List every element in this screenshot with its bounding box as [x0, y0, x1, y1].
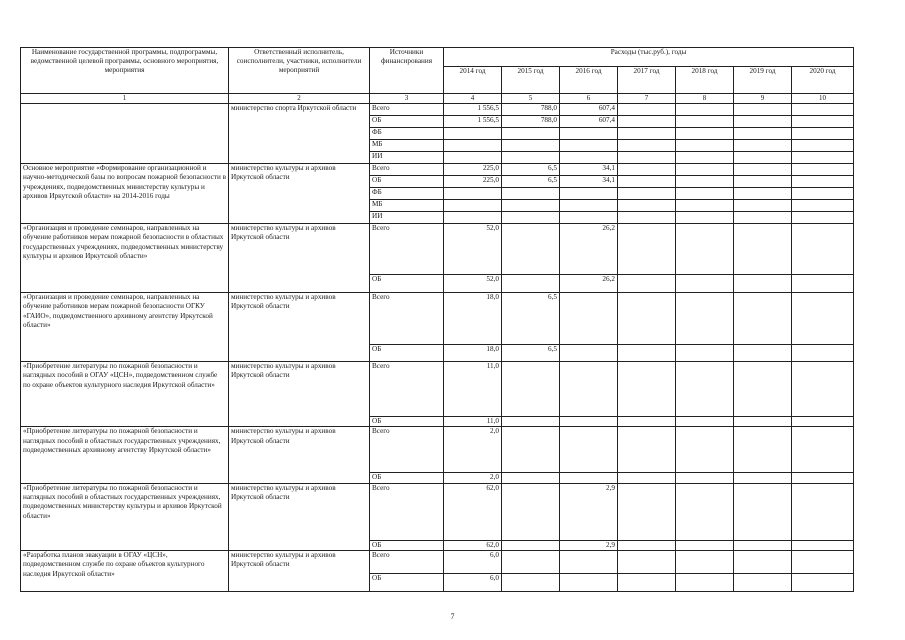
program-name-cell: «Приобретение литературы по пожарной безопасности и наглядных пособий в областных государственных учреждениях, подведомственных министерству культуры и архивов Иркутской области»	[21, 483, 229, 550]
expense-value-cell	[560, 473, 618, 483]
program-name-cell: Основное мероприятие «Формирование организационной и научно-методической базы по вопросам пожарной безопасности в учреждениях, подведомственных министерству культуры и архивов Иркутской области» на 2014-2016 годы	[21, 164, 229, 224]
expense-value-cell	[792, 417, 854, 427]
column-number: 1	[21, 94, 229, 104]
expense-value-cell	[792, 574, 854, 592]
expense-value-cell: 26,2	[560, 224, 618, 275]
expense-value-cell	[502, 152, 560, 164]
expense-value-cell	[618, 176, 676, 188]
expense-value-cell	[734, 176, 792, 188]
table-row	[21, 362, 854, 417]
expense-value-cell	[560, 574, 618, 592]
expense-value-cell	[560, 140, 618, 152]
expense-value-cell	[618, 188, 676, 200]
expense-value-cell	[560, 212, 618, 224]
expense-value-cell: 225,0	[444, 164, 502, 176]
column-number: 10	[792, 94, 854, 104]
expense-value-cell: 2,9	[560, 483, 618, 540]
expense-value-cell: 607,4	[560, 116, 618, 128]
expense-value-cell	[734, 128, 792, 140]
expense-value-cell	[560, 345, 618, 362]
expense-value-cell	[792, 275, 854, 293]
column-number: 2	[229, 94, 370, 104]
program-name-cell: «Организация и проведение семинаров, направленных на обучение работников мерам пожарной безопасности в областных государственных учреждениях, подведомственных министерству культуры и архивов Иркутской области»	[21, 224, 229, 293]
expense-value-cell: 788,0	[502, 104, 560, 116]
expense-value-cell	[676, 293, 734, 345]
header-year: 2014 год	[444, 67, 502, 94]
expense-value-cell	[560, 152, 618, 164]
column-number: 4	[444, 94, 502, 104]
expense-value-cell	[618, 164, 676, 176]
funding-source-cell: Всего	[370, 224, 444, 275]
expense-value-cell	[792, 176, 854, 188]
expense-value-cell	[792, 293, 854, 345]
expense-value-cell	[560, 417, 618, 427]
expense-value-cell	[792, 427, 854, 473]
expense-value-cell	[734, 483, 792, 540]
expense-value-cell	[734, 417, 792, 427]
expense-value-cell	[676, 345, 734, 362]
expense-value-cell	[734, 152, 792, 164]
funding-source-cell: Всего	[370, 551, 444, 574]
funding-source-cell: ОБ	[370, 417, 444, 427]
expense-value-cell	[618, 483, 676, 540]
funding-source-cell: ОБ	[370, 176, 444, 188]
funding-source-cell: ОБ	[370, 116, 444, 128]
executor-cell: министерство культуры и архивов Иркутской области	[229, 551, 370, 592]
funding-source-cell: Всего	[370, 104, 444, 116]
expense-value-cell: 18,0	[444, 345, 502, 362]
expense-value-cell	[502, 275, 560, 293]
expense-value-cell	[618, 540, 676, 550]
expense-value-cell	[502, 188, 560, 200]
expense-value-cell	[734, 473, 792, 483]
expense-value-cell	[792, 116, 854, 128]
program-name-cell: «Приобретение литературы по пожарной безопасности и наглядных пособий в ОГАУ «ЦСН», подведомственном службе по охране объектов культурного наследия Иркутской области»	[21, 362, 229, 427]
expense-value-cell: 2,0	[444, 427, 502, 473]
funding-source-cell: МБ	[370, 140, 444, 152]
expense-value-cell	[734, 540, 792, 550]
expense-value-cell	[618, 212, 676, 224]
expense-value-cell	[618, 116, 676, 128]
expense-value-cell: 6,5	[502, 345, 560, 362]
expense-value-cell	[734, 188, 792, 200]
header-expenses: Расходы (тыс.руб.), годы	[444, 48, 854, 67]
expense-value-cell	[618, 104, 676, 116]
program-name-cell: «Разработка планов эвакуации в ОГАУ «ЦСН», подведомственном службе по охране объектов культурного наследия Иркутской области»	[21, 551, 229, 592]
executor-cell: министерство культуры и архивов Иркутской области	[229, 483, 370, 550]
expense-value-cell	[502, 128, 560, 140]
expense-value-cell	[676, 362, 734, 417]
expense-value-cell	[734, 140, 792, 152]
column-number: 9	[734, 94, 792, 104]
expense-value-cell	[734, 200, 792, 212]
expense-value-cell	[792, 104, 854, 116]
program-name-cell: «Приобретение литературы по пожарной безопасности и наглядных пособий в областных государственных учреждениях, подведомственных архивному агентству Иркутской области»	[21, 427, 229, 483]
funding-source-cell: ФБ	[370, 188, 444, 200]
expense-value-cell	[502, 551, 560, 574]
expense-value-cell	[734, 164, 792, 176]
column-number: 8	[676, 94, 734, 104]
program-name-cell: «Организация и проведение семинаров, направленных на обучение работников мерам пожарной безопасности ОГКУ «ГАИО», подведомственного архивному агентству Иркутской области»	[21, 293, 229, 362]
expense-value-cell	[792, 164, 854, 176]
expense-value-cell: 11,0	[444, 362, 502, 417]
expense-value-cell: 225,0	[444, 176, 502, 188]
expense-value-cell: 26,2	[560, 275, 618, 293]
expense-value-cell: 34,1	[560, 176, 618, 188]
expense-value-cell	[676, 176, 734, 188]
funding-source-cell: ОБ	[370, 540, 444, 550]
expense-value-cell	[734, 224, 792, 275]
expense-value-cell	[734, 293, 792, 345]
expense-value-cell	[676, 128, 734, 140]
expense-value-cell	[676, 224, 734, 275]
expense-value-cell	[560, 551, 618, 574]
expense-value-cell	[676, 152, 734, 164]
expense-value-cell	[502, 224, 560, 275]
header-funding-source: Источники финансирования	[370, 48, 444, 94]
expense-value-cell	[502, 473, 560, 483]
expense-value-cell	[618, 574, 676, 592]
expense-value-cell: 18,0	[444, 293, 502, 345]
expense-value-cell: 62,0	[444, 540, 502, 550]
expense-value-cell: 1 556,5	[444, 116, 502, 128]
expense-value-cell	[792, 483, 854, 540]
funding-source-cell: ИИ	[370, 152, 444, 164]
expense-value-cell: 1 556,5	[444, 104, 502, 116]
expense-value-cell	[676, 551, 734, 574]
table-row	[21, 224, 854, 275]
page-number: 7	[450, 612, 455, 621]
expense-value-cell: 34,1	[560, 164, 618, 176]
expense-value-cell	[676, 140, 734, 152]
header-program-name: Наименование государственной программы, подпрограммы, ведомственной целевой программы, основного мероприятия, мероприятия	[21, 48, 229, 94]
expense-value-cell	[676, 104, 734, 116]
funding-source-cell: Всего	[370, 362, 444, 417]
expense-value-cell: 62,0	[444, 483, 502, 540]
expense-value-cell	[618, 362, 676, 417]
expense-value-cell	[502, 140, 560, 152]
expense-value-cell	[618, 345, 676, 362]
expense-value-cell: 6,5	[502, 293, 560, 345]
expense-value-cell: 2,0	[444, 473, 502, 483]
expense-value-cell	[618, 128, 676, 140]
expense-value-cell	[618, 200, 676, 212]
funding-source-cell: ОБ	[370, 473, 444, 483]
expense-value-cell	[676, 116, 734, 128]
expense-value-cell	[676, 275, 734, 293]
executor-cell: министерство культуры и архивов Иркутской области	[229, 427, 370, 483]
expense-value-cell	[502, 483, 560, 540]
expense-value-cell	[502, 540, 560, 550]
expense-value-cell	[444, 128, 502, 140]
expense-value-cell	[792, 152, 854, 164]
expense-value-cell	[502, 212, 560, 224]
expense-value-cell	[792, 224, 854, 275]
funding-source-cell: ИИ	[370, 212, 444, 224]
column-number: 3	[370, 94, 444, 104]
expense-value-cell	[734, 104, 792, 116]
header-year: 2017 год	[618, 67, 676, 94]
executor-cell: министерство культуры и архивов Иркутской области	[229, 224, 370, 293]
expense-value-cell	[792, 200, 854, 212]
expense-value-cell	[734, 116, 792, 128]
expense-value-cell	[734, 551, 792, 574]
table-row	[21, 293, 854, 345]
table-row	[21, 164, 854, 176]
funding-source-cell: ФБ	[370, 128, 444, 140]
expense-value-cell	[792, 188, 854, 200]
expense-value-cell	[792, 540, 854, 550]
expense-value-cell	[792, 140, 854, 152]
expense-value-cell	[676, 188, 734, 200]
expense-value-cell	[618, 224, 676, 275]
column-number: 6	[560, 94, 618, 104]
funding-source-cell: МБ	[370, 200, 444, 212]
expense-value-cell	[676, 427, 734, 473]
expense-value-cell	[792, 345, 854, 362]
expense-value-cell	[560, 427, 618, 473]
expense-value-cell	[792, 212, 854, 224]
expense-value-cell	[676, 473, 734, 483]
expense-value-cell	[444, 212, 502, 224]
executor-cell: министерство культуры и архивов Иркутской области	[229, 362, 370, 427]
program-name-cell	[21, 104, 229, 164]
expense-value-cell: 6,0	[444, 551, 502, 574]
expense-value-cell	[676, 200, 734, 212]
expense-value-cell: 788,0	[502, 116, 560, 128]
expense-value-cell	[676, 540, 734, 550]
expense-value-cell	[618, 551, 676, 574]
executor-cell: министерство культуры и архивов Иркутской области	[229, 293, 370, 362]
expense-value-cell	[734, 362, 792, 417]
expense-value-cell	[502, 200, 560, 212]
header-year: 2016 год	[560, 67, 618, 94]
expense-value-cell: 6,0	[444, 574, 502, 592]
header-year: 2020 год	[792, 67, 854, 94]
expense-value-cell	[618, 417, 676, 427]
header-year: 2018 год	[676, 67, 734, 94]
expense-value-cell	[618, 293, 676, 345]
expense-value-cell	[560, 188, 618, 200]
table-row	[21, 551, 854, 574]
expense-value-cell	[676, 417, 734, 427]
expense-value-cell: 607,4	[560, 104, 618, 116]
expense-value-cell	[560, 128, 618, 140]
funding-source-cell: ОБ	[370, 574, 444, 592]
expense-value-cell	[618, 140, 676, 152]
table-row	[21, 427, 854, 473]
expense-value-cell	[676, 483, 734, 540]
expense-value-cell: 6,5	[502, 176, 560, 188]
expense-value-cell	[792, 551, 854, 574]
expense-value-cell	[502, 417, 560, 427]
expense-value-cell	[676, 574, 734, 592]
column-number: 7	[618, 94, 676, 104]
funding-source-cell: Всего	[370, 427, 444, 473]
header-executor: Ответственный исполнитель, соисполнители, участники, исполнители мероприятий	[229, 48, 370, 94]
executor-cell: министерство культуры и архивов Иркутской области	[229, 164, 370, 224]
funding-source-cell: Всего	[370, 483, 444, 540]
expense-value-cell	[734, 427, 792, 473]
expense-value-cell: 6,5	[502, 164, 560, 176]
header-year: 2015 год	[502, 67, 560, 94]
expense-value-cell	[618, 473, 676, 483]
expense-value-cell	[560, 362, 618, 417]
expense-value-cell	[676, 212, 734, 224]
expense-value-cell	[618, 152, 676, 164]
table-row	[21, 483, 854, 540]
expense-value-cell	[502, 362, 560, 417]
expense-value-cell: 11,0	[444, 417, 502, 427]
expense-value-cell	[618, 427, 676, 473]
expense-value-cell	[734, 345, 792, 362]
expense-value-cell	[792, 128, 854, 140]
column-number: 5	[502, 94, 560, 104]
expense-value-cell	[734, 275, 792, 293]
expense-value-cell: 2,9	[560, 540, 618, 550]
expense-value-cell	[792, 362, 854, 417]
expense-value-cell	[444, 152, 502, 164]
budget-table	[20, 47, 854, 592]
expense-value-cell	[792, 473, 854, 483]
expense-value-cell	[618, 275, 676, 293]
expense-value-cell: 52,0	[444, 275, 502, 293]
expense-value-cell	[502, 427, 560, 473]
funding-source-cell: ОБ	[370, 275, 444, 293]
expense-value-cell	[560, 200, 618, 212]
expense-value-cell	[502, 574, 560, 592]
funding-source-cell: Всего	[370, 293, 444, 345]
expense-value-cell: 52,0	[444, 224, 502, 275]
executor-cell: министерство спорта Иркутской области	[229, 104, 370, 164]
expense-value-cell	[734, 574, 792, 592]
funding-source-cell: ОБ	[370, 345, 444, 362]
expense-value-cell	[444, 140, 502, 152]
expense-value-cell	[676, 164, 734, 176]
expense-value-cell	[734, 212, 792, 224]
funding-source-cell: Всего	[370, 164, 444, 176]
header-year: 2019 год	[734, 67, 792, 94]
table-row	[21, 104, 854, 116]
expense-value-cell	[560, 293, 618, 345]
expense-value-cell	[444, 200, 502, 212]
expense-value-cell	[444, 188, 502, 200]
